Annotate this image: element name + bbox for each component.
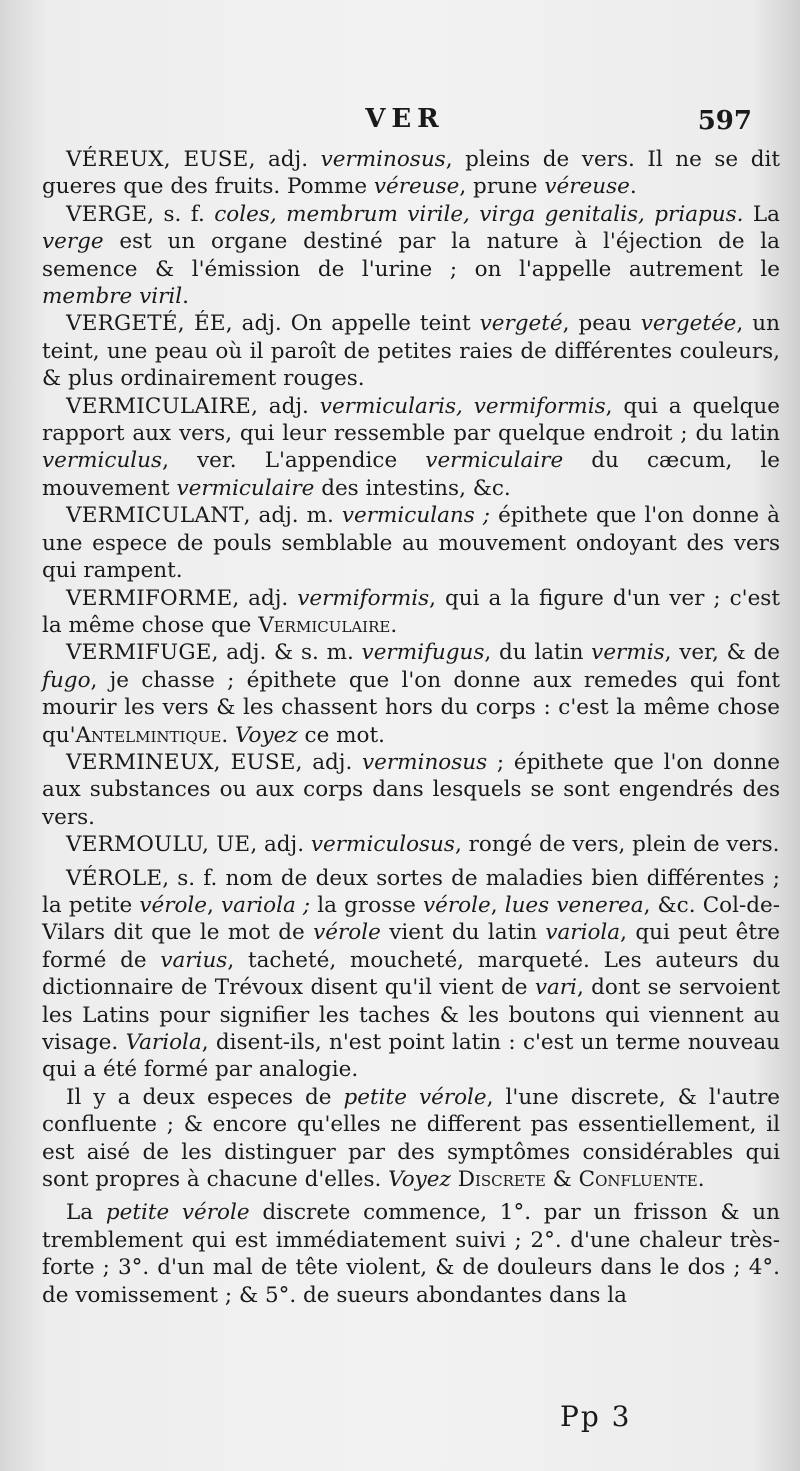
headword: VERMOULU, UE: [66, 832, 251, 858]
entry-text: épithete que l'on donne à une espece de pouls semblable au mouvement ondoyant des vers qui rampent.: [42, 503, 780, 584]
entry-text: Vermiculaire: [258, 612, 391, 638]
entry-vermifuge: [42, 639, 780, 749]
entry-text: Antelmintique: [75, 722, 222, 748]
entry-text: vermiculaire: [425, 448, 564, 474]
entry-text: , prune: [459, 174, 545, 200]
entry-text: variola ;: [221, 892, 311, 918]
entry-text: vari: [534, 975, 577, 1001]
entry-vergete: [42, 310, 780, 392]
entry-text: vermiculaire: [176, 475, 315, 501]
entry-text: ,: [490, 892, 505, 918]
entry-text: véreuse: [544, 174, 630, 200]
running-head-title: VER: [365, 104, 445, 134]
entry-text: vergetée: [640, 311, 737, 337]
headword: VERGE: [66, 201, 148, 227]
entry-text: , adj.: [250, 832, 311, 858]
headword: VÉROLE: [66, 865, 163, 891]
entry-vermiculant: [42, 502, 780, 584]
entry-text: ,: [207, 892, 222, 918]
entry-text: des intestins, &c.: [314, 475, 511, 501]
entry-text: , du latin: [484, 640, 592, 666]
entry-text: , adj.: [248, 147, 321, 172]
entry-text: .: [697, 1167, 705, 1193]
headword: VERMIFUGE: [66, 640, 212, 666]
entry-text: petite vérole: [343, 1084, 487, 1110]
entry-text: , s. f.: [147, 201, 215, 227]
entry-text: Discrete: [457, 1167, 546, 1193]
entry-text: , dont se servoient les Latins pour signifier les taches & les boutons qui viennent au visage.: [42, 975, 781, 1055]
entry-text: , disent-ils, n'est point latin : c'est un terme nouveau qui a été formé par analogie.: [42, 1030, 781, 1083]
entry-text: vermiculus: [42, 448, 163, 474]
entry-text: verminosus: [362, 749, 488, 775]
entry-text: .: [221, 722, 235, 748]
entry-text: vient du latin: [380, 920, 546, 946]
headword: VERMINEUX, EUSE: [66, 749, 296, 775]
entry-text: , qui peut être formé de: [42, 920, 780, 973]
signature-mark: Pp 3: [560, 1400, 632, 1433]
entry-text: vérole: [313, 920, 381, 946]
entry-text: lues venerea: [504, 892, 644, 918]
entry-text: , pleins de vers. Il ne se dit gueres que des fruits. Pomme: [42, 147, 780, 200]
entry-text: ; épithete que l'on donne aux substances ou aux corps dans lesquels se sont engendrés des vers.: [42, 749, 780, 830]
entry-vermineux: [42, 749, 780, 831]
entry-text: , ver, & de: [664, 640, 780, 666]
running-head: [50, 104, 760, 140]
entry-text: , tacheté, moucheté, marqueté. Les auteurs du dictionnaire de Trévoux disent qu'il vient de: [42, 947, 780, 1001]
entry-deux-especes: [42, 1084, 780, 1194]
entry-text: discrete commence, 1°. par un frisson & un tremblement qui est immédiatement suivi ; 2°. d'une chaleur très-forte ; 3°. d'un mal de tête violent, & de douleurs dans le dos ; 4°. de vomissement ; & 5°. de sueurs abondantes dans la: [42, 1200, 780, 1308]
entry-text: , peau: [562, 311, 641, 337]
entry-text: varius: [160, 947, 228, 973]
page-number: 597: [697, 106, 752, 136]
entry-text: , je chasse ; épithete que l'on donne aux remedes qui font mourir les vers & les chassent hors du corps : c'est la même chose qu': [42, 667, 780, 748]
headword: VERGETÉ, ÉE: [66, 311, 226, 337]
entry-text: , ver. L'appendice: [162, 448, 426, 474]
dictionary-body: [42, 146, 780, 1309]
entry-text: vergeté: [479, 311, 563, 337]
entry-verge: [42, 201, 780, 311]
entry-text: vermiformis: [297, 585, 430, 611]
entry-text: Voyez: [388, 1167, 451, 1193]
entry-text: verge: [42, 229, 104, 255]
entry-text: ce mot.: [297, 722, 385, 748]
entry-text: , adj.: [251, 393, 320, 419]
entry-text: vérole: [423, 892, 491, 918]
entry-vereux: [42, 146, 780, 201]
headword: VERMICULAIRE: [66, 393, 252, 419]
headword: VÉREUX, EUSE: [66, 147, 249, 172]
entry-text: .: [182, 284, 189, 310]
entry-text: petite vérole: [105, 1200, 250, 1226]
entry-text: , s. f. nom de deux sortes de maladies bien différentes ; la petite: [42, 865, 780, 918]
entry-vermiforme: [42, 585, 780, 640]
entry-text: est un organe destiné par la nature à l'éjection de la semence & l'émission de l'urine ; on l'appelle autrement le: [42, 229, 780, 282]
entry-text: , qui a quelque rapport aux vers, qui leur ressemble par quelque endroit ; du latin: [42, 393, 780, 447]
entry-text: variola: [545, 920, 621, 946]
entry-text: vermis: [591, 640, 665, 666]
entry-text: vermifugus: [361, 640, 485, 666]
entry-text: Voyez: [235, 722, 298, 748]
entry-text: membre viril: [42, 284, 183, 310]
entry-text: , qui a la figure d'un ver ; c'est la même chose que: [42, 585, 780, 638]
entry-text: , adj.: [232, 585, 298, 611]
entry-text: , un teint, une peau où il paroît de petites raies de différentes couleurs, & plus ordinairement rouges.: [42, 311, 780, 392]
entry-text: , &c. Col-de-Vilars dit que le mot de: [42, 892, 780, 946]
entry-text: Confluente: [578, 1167, 698, 1193]
entry-verole: [42, 865, 780, 1084]
entry-text: .: [629, 174, 637, 200]
entry-text: vermicularis, vermiformis: [319, 393, 606, 419]
entry-text: [451, 1167, 458, 1192]
entry-vermoulu: [42, 831, 780, 858]
entry-text: , l'une discrete, & l'autre confluente ; & encore qu'elles ne different pas essentiellement, il est aisé de les distinguer par des symptômes considérables qui sont propres à chacune d'elles.: [42, 1084, 780, 1193]
headword: VERMICULANT: [66, 503, 244, 529]
entry-text: , adj.: [295, 749, 363, 775]
entry-text: verminosus: [320, 147, 446, 172]
entry-petite-verole-discrete: [42, 1199, 780, 1309]
entry-text: la grosse: [310, 892, 424, 918]
entry-text: .: [390, 612, 398, 638]
entry-text: vermiculans ;: [341, 503, 491, 529]
entry-text: vérole: [139, 892, 208, 918]
entry-text: Il y a deux especes de: [66, 1084, 344, 1110]
headword: VERMIFORME: [66, 585, 233, 611]
entry-text: , adj. On appelle teint: [225, 311, 480, 337]
entry-text: Variola: [125, 1030, 202, 1055]
entry-text: , adj. & s. m.: [211, 640, 362, 666]
entry-text: véreuse: [373, 174, 460, 200]
entry-text: fugo: [42, 667, 91, 693]
entry-text: du cæcum, le mouvement: [42, 448, 781, 501]
entry-vermiculaire: [42, 393, 780, 503]
entry-text: La: [743, 201, 781, 227]
entry-text: La: [66, 1200, 106, 1226]
entry-text: vermiculosus: [310, 832, 455, 858]
entry-text: , rongé de vers, plein de vers.: [454, 832, 780, 858]
entry-text: , adj. m.: [243, 503, 342, 529]
entry-text: coles, membrum virile, virga genitalis, priapus.: [214, 201, 744, 227]
entry-text: &: [545, 1167, 579, 1193]
